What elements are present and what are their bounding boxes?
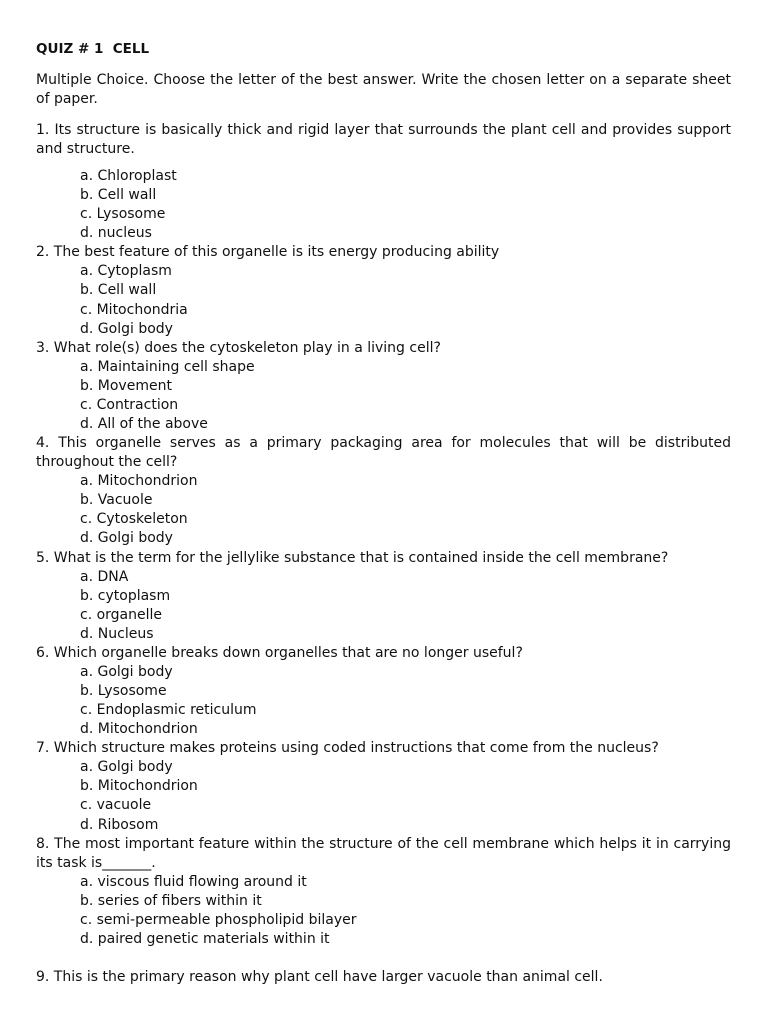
choice-d: d. paired genetic materials within it bbox=[80, 930, 330, 947]
choice-a: a. Chloroplast bbox=[80, 168, 177, 184]
question-text: 1. Its structure is basically thick and rigid layer that surrounds the plant cell and provides support and structure. bbox=[36, 122, 731, 157]
choice-d: d. nucleus bbox=[80, 225, 152, 242]
question-4 bbox=[36, 434, 731, 548]
blank-line bbox=[36, 949, 731, 968]
choice-a: a. Mitochondrion bbox=[80, 473, 198, 490]
choice-b: b. Movement bbox=[80, 377, 172, 394]
choice-b: b. cytoplasm bbox=[80, 587, 171, 604]
quiz-title: QUIZ # 1 CELL bbox=[36, 41, 150, 57]
question-7 bbox=[36, 739, 731, 834]
choice-a: a. Golgi body bbox=[80, 759, 173, 776]
question-text: 5. What is the term for the jellylike substance that is contained inside the cell membrane? bbox=[36, 549, 669, 566]
choice-c: c. Endoplasmic reticulum bbox=[80, 702, 257, 719]
question-text: 3. What role(s) does the cytoskeleton play in a living cell? bbox=[36, 339, 441, 356]
choice-c: c. Lysosome bbox=[80, 206, 166, 223]
choice-list bbox=[36, 262, 731, 338]
question-1 bbox=[36, 121, 731, 243]
choice-c: c. Cytoskeleton bbox=[80, 511, 188, 528]
choice-list bbox=[36, 873, 731, 949]
choice-a: a. Maintaining cell shape bbox=[80, 358, 255, 375]
choice-d: d. Golgi body bbox=[80, 530, 173, 547]
choice-b: b. Cell wall bbox=[80, 282, 157, 299]
choice-d: d. Nucleus bbox=[80, 625, 154, 642]
choice-c: c. vacuole bbox=[80, 797, 152, 814]
choice-list bbox=[36, 472, 731, 548]
choice-list bbox=[36, 758, 731, 834]
question-text: 2. The best feature of this organelle is its energy producing ability bbox=[36, 244, 500, 261]
question-9 bbox=[36, 968, 731, 987]
choice-a: a. DNA bbox=[80, 568, 129, 585]
choice-a: a. Golgi body bbox=[80, 663, 173, 680]
choice-list bbox=[36, 568, 731, 644]
choice-list bbox=[36, 663, 731, 739]
choice-list bbox=[36, 358, 731, 434]
choice-a: a. Cytoplasm bbox=[80, 263, 172, 280]
instructions: Multiple Choice. Choose the letter of the best answer. Write the chosen letter on a separate sheet of paper. bbox=[36, 72, 731, 107]
choice-b: b. series of fibers within it bbox=[80, 892, 262, 909]
question-text: 7. Which structure makes proteins using coded instructions that come from the nucleus? bbox=[36, 740, 659, 757]
choice-c: c. Mitochondria bbox=[80, 301, 188, 318]
choice-c: c. semi-permeable phospholipid bilayer bbox=[80, 911, 357, 928]
choice-c: c. organelle bbox=[80, 606, 163, 623]
choice-b: b. Vacuole bbox=[80, 492, 153, 509]
choice-d: d. Mitochondrion bbox=[80, 721, 198, 738]
choice-b: b. Mitochondrion bbox=[80, 778, 198, 795]
question-8 bbox=[36, 835, 731, 949]
choice-b: b. Lysosome bbox=[80, 682, 167, 699]
question-5 bbox=[36, 549, 731, 644]
question-3 bbox=[36, 339, 731, 434]
choice-d: d. All of the above bbox=[80, 416, 208, 433]
choice-d: d. Ribosom bbox=[80, 816, 159, 833]
question-2 bbox=[36, 243, 731, 338]
question-6 bbox=[36, 644, 731, 739]
question-text: 6. Which organelle breaks down organelles that are no longer useful? bbox=[36, 644, 523, 661]
question-text: 9. This is the primary reason why plant cell have larger vacuole than animal cell. bbox=[36, 969, 603, 985]
choice-a: a. viscous fluid flowing around it bbox=[80, 873, 307, 890]
question-text: 8. The most important feature within the structure of the cell membrane which helps it in carrying its task is_______. bbox=[36, 835, 731, 871]
question-text: 4. This organelle serves as a primary packaging area for molecules that will be distributed throughout the cell? bbox=[36, 435, 731, 471]
choice-b: b. Cell wall bbox=[80, 187, 157, 204]
choice-list bbox=[36, 167, 731, 243]
choice-d: d. Golgi body bbox=[80, 320, 173, 337]
choice-c: c. Contraction bbox=[80, 396, 179, 413]
